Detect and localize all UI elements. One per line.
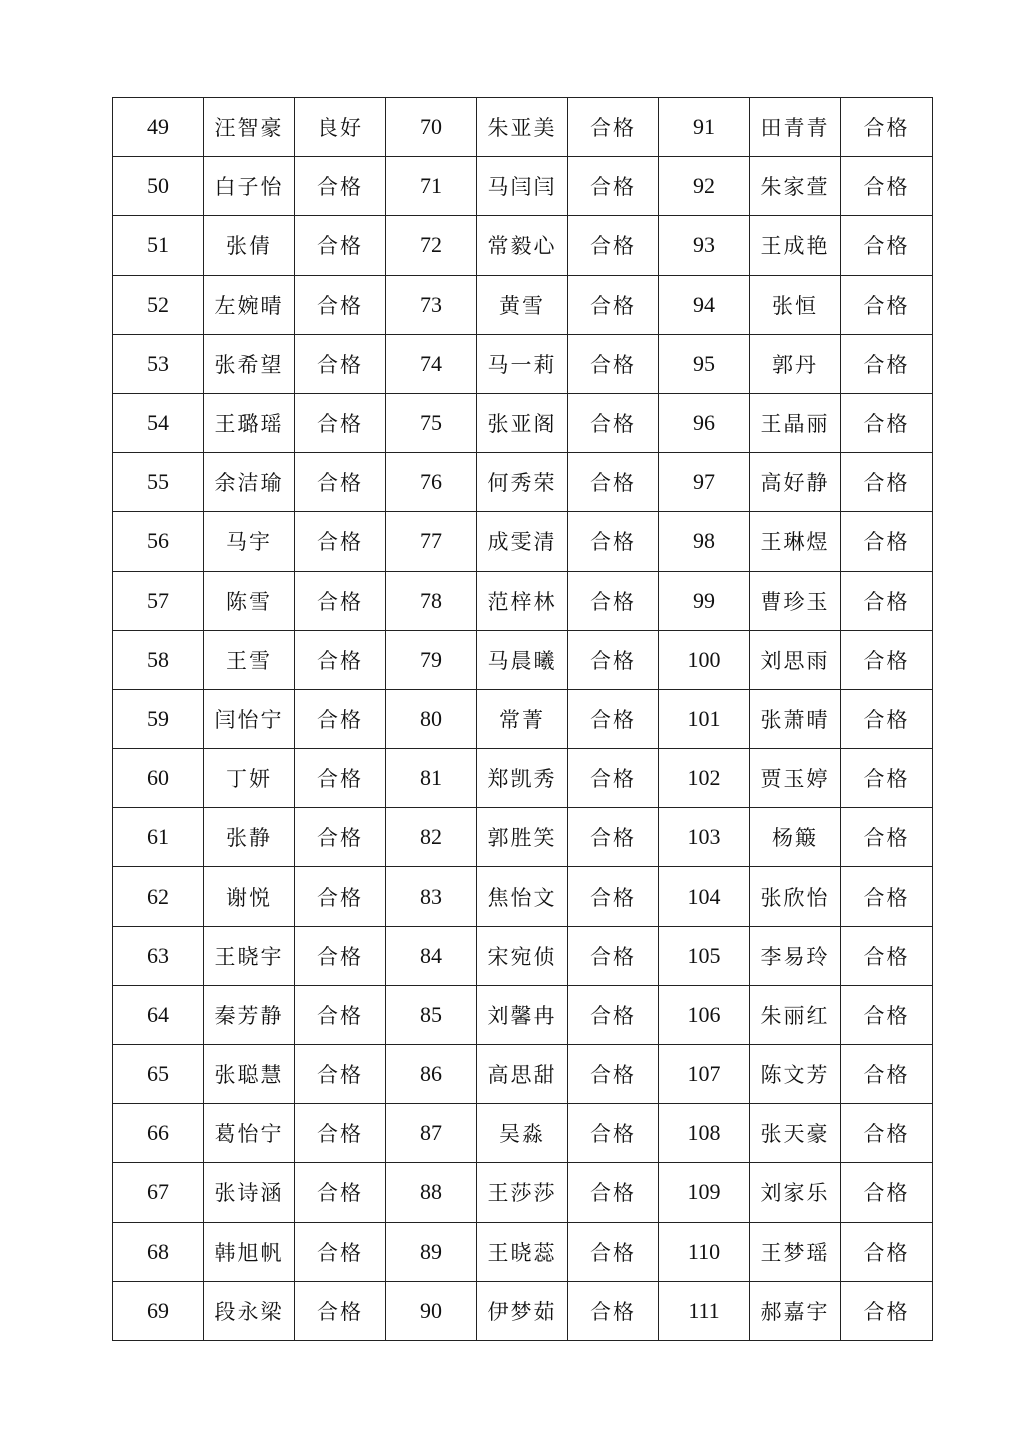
student-number-cell: 78 xyxy=(386,571,477,630)
student-grade-cell: 合格 xyxy=(568,867,659,926)
student-grade-cell: 合格 xyxy=(841,453,933,512)
student-grade-cell: 合格 xyxy=(295,867,386,926)
student-number-cell: 94 xyxy=(659,275,750,334)
student-number-cell: 57 xyxy=(113,571,204,630)
table-row xyxy=(113,808,933,867)
student-grade-cell: 合格 xyxy=(568,393,659,452)
student-number-cell: 62 xyxy=(113,867,204,926)
student-name-cell: 伊梦茹 xyxy=(477,1281,568,1340)
student-name-cell: 张恒 xyxy=(750,275,841,334)
student-number-cell: 63 xyxy=(113,926,204,985)
student-name-cell: 黄雪 xyxy=(477,275,568,334)
student-name-cell: 陈雪 xyxy=(204,571,295,630)
student-grade-cell: 合格 xyxy=(841,926,933,985)
student-name-cell: 何秀荣 xyxy=(477,453,568,512)
student-grade-cell: 合格 xyxy=(841,1222,933,1281)
student-name-cell: 郝嘉宇 xyxy=(750,1281,841,1340)
student-name-cell: 郭丹 xyxy=(750,334,841,393)
student-grade-cell: 合格 xyxy=(568,630,659,689)
student-name-cell: 马晨曦 xyxy=(477,630,568,689)
student-number-cell: 82 xyxy=(386,808,477,867)
student-number-cell: 108 xyxy=(659,1104,750,1163)
student-number-cell: 85 xyxy=(386,985,477,1044)
student-number-cell: 103 xyxy=(659,808,750,867)
student-number-cell: 51 xyxy=(113,216,204,275)
student-number-cell: 67 xyxy=(113,1163,204,1222)
student-name-cell: 余洁瑜 xyxy=(204,453,295,512)
student-grade-cell: 合格 xyxy=(568,157,659,216)
student-grade-cell: 合格 xyxy=(841,1281,933,1340)
student-number-cell: 52 xyxy=(113,275,204,334)
student-grade-cell: 合格 xyxy=(295,571,386,630)
student-grade-cell: 合格 xyxy=(568,453,659,512)
student-name-cell: 焦怡文 xyxy=(477,867,568,926)
student-grade-cell: 合格 xyxy=(295,334,386,393)
student-name-cell: 闫怡宁 xyxy=(204,689,295,748)
student-grade-cell: 合格 xyxy=(841,689,933,748)
student-grade-cell: 合格 xyxy=(841,808,933,867)
table-row xyxy=(113,334,933,393)
student-grade-cell: 良好 xyxy=(295,98,386,157)
student-name-cell: 丁妍 xyxy=(204,749,295,808)
student-name-cell: 张静 xyxy=(204,808,295,867)
roster-table xyxy=(112,97,933,1341)
student-name-cell: 王晶丽 xyxy=(750,393,841,452)
student-number-cell: 58 xyxy=(113,630,204,689)
student-name-cell: 王晓宇 xyxy=(204,926,295,985)
student-name-cell: 杨簸 xyxy=(750,808,841,867)
student-number-cell: 69 xyxy=(113,1281,204,1340)
student-number-cell: 104 xyxy=(659,867,750,926)
student-grade-cell: 合格 xyxy=(568,512,659,571)
student-grade-cell: 合格 xyxy=(841,1163,933,1222)
student-name-cell: 王晓蕊 xyxy=(477,1222,568,1281)
student-number-cell: 74 xyxy=(386,334,477,393)
student-number-cell: 64 xyxy=(113,985,204,1044)
roster-body xyxy=(113,98,933,1341)
student-grade-cell: 合格 xyxy=(295,689,386,748)
student-grade-cell: 合格 xyxy=(841,630,933,689)
table-row xyxy=(113,689,933,748)
student-name-cell: 高思甜 xyxy=(477,1045,568,1104)
student-name-cell: 马宇 xyxy=(204,512,295,571)
student-name-cell: 刘思雨 xyxy=(750,630,841,689)
student-grade-cell: 合格 xyxy=(841,867,933,926)
student-number-cell: 106 xyxy=(659,985,750,1044)
student-grade-cell: 合格 xyxy=(841,512,933,571)
student-number-cell: 107 xyxy=(659,1045,750,1104)
student-name-cell: 谢悦 xyxy=(204,867,295,926)
student-name-cell: 朱家萱 xyxy=(750,157,841,216)
student-number-cell: 88 xyxy=(386,1163,477,1222)
student-grade-cell: 合格 xyxy=(568,749,659,808)
student-name-cell: 高好静 xyxy=(750,453,841,512)
student-number-cell: 53 xyxy=(113,334,204,393)
student-grade-cell: 合格 xyxy=(295,1163,386,1222)
student-name-cell: 王璐瑶 xyxy=(204,393,295,452)
student-name-cell: 王成艳 xyxy=(750,216,841,275)
student-grade-cell: 合格 xyxy=(568,808,659,867)
table-row xyxy=(113,571,933,630)
table-row xyxy=(113,512,933,571)
student-name-cell: 朱丽红 xyxy=(750,985,841,1044)
student-number-cell: 87 xyxy=(386,1104,477,1163)
student-number-cell: 110 xyxy=(659,1222,750,1281)
student-grade-cell: 合格 xyxy=(841,571,933,630)
student-grade-cell: 合格 xyxy=(295,216,386,275)
student-grade-cell: 合格 xyxy=(295,275,386,334)
student-grade-cell: 合格 xyxy=(295,512,386,571)
student-name-cell: 刘馨冉 xyxy=(477,985,568,1044)
student-name-cell: 张希望 xyxy=(204,334,295,393)
table-row xyxy=(113,926,933,985)
student-number-cell: 49 xyxy=(113,98,204,157)
student-grade-cell: 合格 xyxy=(568,985,659,1044)
student-name-cell: 常毅心 xyxy=(477,216,568,275)
student-name-cell: 范梓林 xyxy=(477,571,568,630)
student-number-cell: 92 xyxy=(659,157,750,216)
student-name-cell: 田青青 xyxy=(750,98,841,157)
student-number-cell: 55 xyxy=(113,453,204,512)
student-grade-cell: 合格 xyxy=(568,275,659,334)
student-number-cell: 90 xyxy=(386,1281,477,1340)
student-name-cell: 左婉晴 xyxy=(204,275,295,334)
student-grade-cell: 合格 xyxy=(841,985,933,1044)
student-name-cell: 张欣怡 xyxy=(750,867,841,926)
table-row xyxy=(113,1281,933,1340)
student-grade-cell: 合格 xyxy=(295,630,386,689)
student-name-cell: 张天豪 xyxy=(750,1104,841,1163)
student-name-cell: 朱亚美 xyxy=(477,98,568,157)
student-number-cell: 70 xyxy=(386,98,477,157)
student-name-cell: 贾玉婷 xyxy=(750,749,841,808)
student-name-cell: 马一莉 xyxy=(477,334,568,393)
student-grade-cell: 合格 xyxy=(295,1222,386,1281)
student-grade-cell: 合格 xyxy=(568,571,659,630)
table-row xyxy=(113,1045,933,1104)
student-grade-cell: 合格 xyxy=(568,689,659,748)
student-name-cell: 王莎莎 xyxy=(477,1163,568,1222)
table-row xyxy=(113,1163,933,1222)
student-name-cell: 白子怡 xyxy=(204,157,295,216)
table-row xyxy=(113,393,933,452)
student-number-cell: 96 xyxy=(659,393,750,452)
table-row xyxy=(113,1222,933,1281)
student-grade-cell: 合格 xyxy=(295,808,386,867)
student-grade-cell: 合格 xyxy=(568,1222,659,1281)
student-number-cell: 79 xyxy=(386,630,477,689)
table-row xyxy=(113,985,933,1044)
student-number-cell: 76 xyxy=(386,453,477,512)
student-number-cell: 86 xyxy=(386,1045,477,1104)
student-name-cell: 秦芳静 xyxy=(204,985,295,1044)
student-name-cell: 曹珍玉 xyxy=(750,571,841,630)
student-name-cell: 马闫闫 xyxy=(477,157,568,216)
student-number-cell: 80 xyxy=(386,689,477,748)
student-grade-cell: 合格 xyxy=(568,926,659,985)
student-grade-cell: 合格 xyxy=(841,749,933,808)
student-number-cell: 102 xyxy=(659,749,750,808)
student-name-cell: 陈文芳 xyxy=(750,1045,841,1104)
student-grade-cell: 合格 xyxy=(568,98,659,157)
student-number-cell: 72 xyxy=(386,216,477,275)
student-name-cell: 王雪 xyxy=(204,630,295,689)
student-grade-cell: 合格 xyxy=(295,1045,386,1104)
student-number-cell: 60 xyxy=(113,749,204,808)
student-grade-cell: 合格 xyxy=(568,1163,659,1222)
student-number-cell: 91 xyxy=(659,98,750,157)
table-row xyxy=(113,216,933,275)
student-grade-cell: 合格 xyxy=(568,334,659,393)
student-name-cell: 张倩 xyxy=(204,216,295,275)
student-number-cell: 73 xyxy=(386,275,477,334)
student-name-cell: 吴淼 xyxy=(477,1104,568,1163)
student-name-cell: 韩旭帆 xyxy=(204,1222,295,1281)
student-grade-cell: 合格 xyxy=(295,453,386,512)
student-number-cell: 65 xyxy=(113,1045,204,1104)
student-number-cell: 97 xyxy=(659,453,750,512)
student-grade-cell: 合格 xyxy=(568,1104,659,1163)
student-number-cell: 109 xyxy=(659,1163,750,1222)
student-number-cell: 66 xyxy=(113,1104,204,1163)
student-grade-cell: 合格 xyxy=(295,926,386,985)
table-row xyxy=(113,867,933,926)
student-number-cell: 59 xyxy=(113,689,204,748)
student-number-cell: 50 xyxy=(113,157,204,216)
student-number-cell: 101 xyxy=(659,689,750,748)
student-name-cell: 王梦瑶 xyxy=(750,1222,841,1281)
student-number-cell: 111 xyxy=(659,1281,750,1340)
student-name-cell: 宋宛侦 xyxy=(477,926,568,985)
student-name-cell: 成雯清 xyxy=(477,512,568,571)
student-name-cell: 郭胜笑 xyxy=(477,808,568,867)
student-number-cell: 89 xyxy=(386,1222,477,1281)
student-number-cell: 61 xyxy=(113,808,204,867)
student-number-cell: 93 xyxy=(659,216,750,275)
student-grade-cell: 合格 xyxy=(841,334,933,393)
student-number-cell: 98 xyxy=(659,512,750,571)
student-grade-cell: 合格 xyxy=(841,216,933,275)
student-number-cell: 54 xyxy=(113,393,204,452)
student-name-cell: 张萧晴 xyxy=(750,689,841,748)
student-grade-cell: 合格 xyxy=(295,393,386,452)
table-row xyxy=(113,275,933,334)
table-row xyxy=(113,98,933,157)
student-number-cell: 75 xyxy=(386,393,477,452)
student-grade-cell: 合格 xyxy=(841,98,933,157)
student-number-cell: 100 xyxy=(659,630,750,689)
student-number-cell: 105 xyxy=(659,926,750,985)
student-grade-cell: 合格 xyxy=(295,1281,386,1340)
student-number-cell: 99 xyxy=(659,571,750,630)
student-name-cell: 张诗涵 xyxy=(204,1163,295,1222)
student-number-cell: 56 xyxy=(113,512,204,571)
student-name-cell: 刘家乐 xyxy=(750,1163,841,1222)
student-name-cell: 段永梁 xyxy=(204,1281,295,1340)
table-row xyxy=(113,749,933,808)
table-row xyxy=(113,630,933,689)
student-name-cell: 葛怡宁 xyxy=(204,1104,295,1163)
student-number-cell: 84 xyxy=(386,926,477,985)
student-grade-cell: 合格 xyxy=(295,1104,386,1163)
student-name-cell: 王琳煜 xyxy=(750,512,841,571)
student-grade-cell: 合格 xyxy=(841,157,933,216)
student-grade-cell: 合格 xyxy=(295,749,386,808)
table-row xyxy=(113,157,933,216)
student-grade-cell: 合格 xyxy=(295,985,386,1044)
student-grade-cell: 合格 xyxy=(568,216,659,275)
student-name-cell: 张聪慧 xyxy=(204,1045,295,1104)
student-number-cell: 83 xyxy=(386,867,477,926)
student-grade-cell: 合格 xyxy=(841,1104,933,1163)
student-grade-cell: 合格 xyxy=(841,275,933,334)
student-number-cell: 81 xyxy=(386,749,477,808)
table-row xyxy=(113,1104,933,1163)
table-row xyxy=(113,453,933,512)
student-grade-cell: 合格 xyxy=(841,1045,933,1104)
student-name-cell: 常菁 xyxy=(477,689,568,748)
student-number-cell: 71 xyxy=(386,157,477,216)
student-grade-cell: 合格 xyxy=(295,157,386,216)
student-grade-cell: 合格 xyxy=(568,1045,659,1104)
student-name-cell: 郑凯秀 xyxy=(477,749,568,808)
student-number-cell: 68 xyxy=(113,1222,204,1281)
student-name-cell: 李易玲 xyxy=(750,926,841,985)
student-name-cell: 张亚阁 xyxy=(477,393,568,452)
student-grade-cell: 合格 xyxy=(841,393,933,452)
student-number-cell: 77 xyxy=(386,512,477,571)
student-number-cell: 95 xyxy=(659,334,750,393)
student-grade-cell: 合格 xyxy=(568,1281,659,1340)
student-name-cell: 汪智豪 xyxy=(204,98,295,157)
